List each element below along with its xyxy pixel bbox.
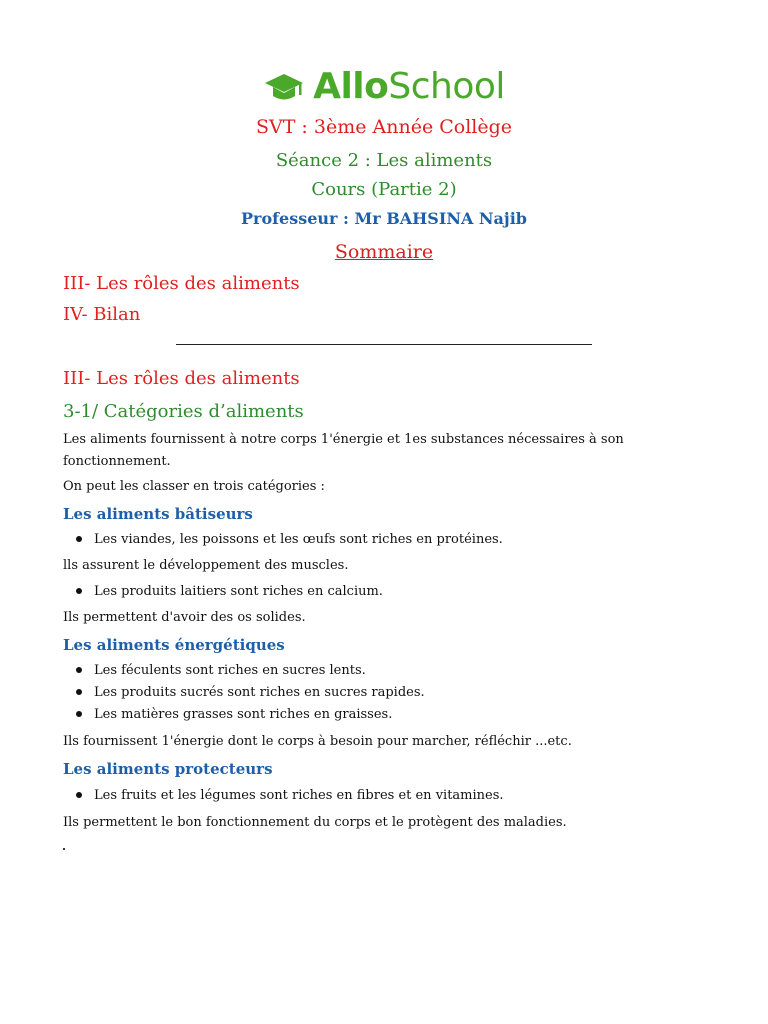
cours-title: Cours (Partie 2) [311,179,457,200]
bullet-icon [76,536,82,542]
list-item: Les féculents sont riches en sucres lents. [76,660,366,682]
bullet-icon [76,588,82,594]
category-text: Ils permettent d'avoir des os solides. [63,610,306,625]
bullet-icon [76,711,82,717]
graduation-cap-icon [263,66,305,108]
category-heading-protecteurs: Les aliments protecteurs [63,760,273,778]
stray-mark [63,848,65,850]
bullet-icon [76,667,82,673]
divider [176,344,592,345]
alloschool-logo[interactable] [0,66,768,108]
list-item: Les produits laitiers sont riches en calcium. [76,581,383,603]
list-item: Les matières grasses sont riches en graisses. [76,704,392,726]
list-item: Les viandes, les poissons et les œufs sont riches en protéines. [76,529,503,551]
category-heading-batisseurs: Les aliments bâtiseurs [63,505,253,523]
bullet-icon [76,792,82,798]
section-heading: III- Les rôles des aliments [63,368,300,389]
summary-item-roles[interactable]: III- Les rôles des aliments [63,273,300,294]
category-text: Ils fournissent 1'énergie dont le corps à besoin pour marcher, réfléchir ...etc. [63,734,572,749]
category-heading-energetiques: Les aliments énergétiques [63,636,285,654]
summary-item-bilan[interactable]: IV- Bilan [63,304,141,325]
summary-heading: Sommaire [334,241,434,263]
subject-title: SVT : 3ème Année Collège [255,116,513,138]
category-text: lls assurent le développement des muscles. [63,558,349,573]
list-item: Les produits sucrés sont riches en sucres rapides. [76,682,425,704]
professor-name: Professeur : Mr BAHSINA Najib [241,209,527,228]
intro-paragraph: Les aliments fournissent à notre corps 1'énergie et 1es substances nécessaires à son fonctionnement. [63,432,624,469]
subsection-heading: 3-1/ Catégories d’aliments [63,401,304,422]
intro-line: On peut les classer en trois catégories : [63,479,325,494]
category-text: Ils permettent le bon fonctionnement du corps et le protègent des maladies. [63,815,567,830]
logo-wordmark: AlloSchool [313,66,505,107]
list-item: Les fruits et les légumes sont riches en fibres et en vitamines. [76,785,504,807]
bullet-icon [76,689,82,695]
seance-title: Séance 2 : Les aliments [275,150,493,171]
